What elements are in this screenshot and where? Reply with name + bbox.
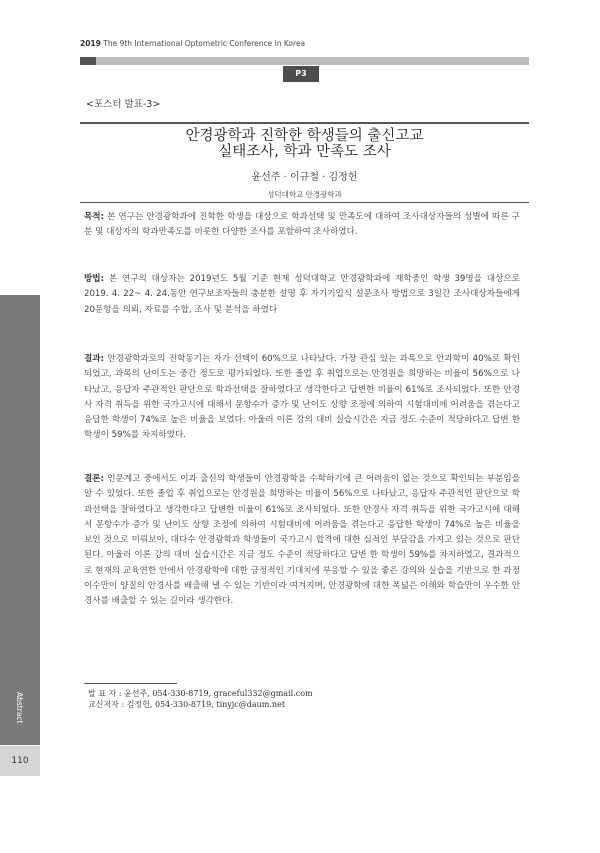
header-year: 2019 [80, 39, 101, 48]
result-section [84, 352, 520, 444]
affiliation: 성덕대학교 안경광학과 [267, 190, 342, 199]
side-tab-label: Abstract [15, 692, 24, 724]
conclusion-section [84, 472, 520, 610]
footnote-rule [84, 683, 177, 684]
authors: 윤선주 · 이규철 · 김정헌 [251, 172, 358, 183]
conclusion-label: 결론: [84, 474, 105, 484]
poster-label: <포스터 발표-3> [86, 99, 161, 110]
footnote [88, 688, 313, 710]
result-label: 결과: [84, 354, 105, 364]
header-conference: The 9th International Optometric Conference in Korea [103, 39, 306, 48]
objective-section [84, 210, 520, 241]
conclusion-text: 인문계고 중에서도 이과 출신의 학생들이 안경광학을 수학하기에 큰 어려움이 없는 것으로 확인되는 부분임을 알 수 있었다. 또한 졸업 후 취업으로는 안경원을 희망하는 비율이 56%으로 나타났고, 응답자 주관적인 판단으로 학과선택을 잘하였다고 생각한다고 답변한 비율이 61%로 조사되었다. 또한 안경사 자격 취득을 위한 국가고시에 대해서 문항수가 증가 및 난이도 상향 조정에 의하여 시험대비에 어려움을 겪는다고 응답한 학생이 74%로 높은 비율을 보인 것으로 미뤄보아, 대다수 안경광학과 학생들이 국가고시 합격에 대한 심적인 부담감을 가지고 있는 것으로 판단된다. 아울러 이론 강의 대비 실습시간은 지금 정도 수준이 적당하다고 답변 한 학생이 59%를 차지하였고, 결과적으로 현재의 교육연한 안에서 안경광학에 대한 긍정적인 기대치에 부응할 수 있을 좋은 강의와 실습을 기반으로 한 과정이수만이 양질의 안경사를 배출해 낼 수 있는 기반이라 여겨지며, 안경광학에 대한 폭넓은 이해와 학습만이 우수한 안경사를 배출할 수 있는 길이라 생각한다. [84, 474, 520, 607]
objective-text: 본 연구는 안경광학과에 진학한 학생을 대상으로 학과선택 및 만족도에 대하여 조사대상자들의 성별에 따른 구분 및 대상자의 학과만족도를 비롯한 다양한 조사를 포함하여 조사하였다. [84, 212, 520, 238]
running-header [80, 39, 305, 48]
header-rule-accent [80, 57, 96, 65]
objective-label: 목적: [84, 212, 105, 222]
method-label: 방법: [84, 274, 105, 284]
footnote-corresponding: 교신저자 : 김정헌, 054-330-8719, tinyjc@daum.net [88, 700, 286, 709]
method-text: 본 연구의 대상자는 2019년도 5월 기준 현재 성덕대학교 안경광학과에 재학중인 학생 39명을 대상으로 2019. 4. 22~ 4. 24.동안 연구보조자들의 충분한 설명 후 자기기입식 설문조사 방법으로 3일간 조사대상자들에게 20문항을 의뢰, 자료를 수합, 조사 및 분석을 하였다 [84, 274, 520, 315]
title-line-1: 안경광학과 진학한 학생들의 출신고교 [185, 128, 424, 144]
footnote-presenter: 발 표 자 : 윤선주, 054-330-8719, graceful332@gmail.com [88, 689, 313, 698]
method-section [84, 272, 520, 318]
title-line-2: 실태조사, 학과 만족도 조사 [218, 144, 391, 160]
title-block [80, 122, 529, 203]
result-text: 안경광학과로의 진학동기는 자가 선택이 60%으로 나타났다. 가장 관심 있는 과목으로 안과학이 40%로 확인 되었고, 과목의 난이도는 중간 정도로 평가되었다. 또한 졸업 후 취업으로는 안경원을 희망하는 비율이 56%으로 나타났고, 응답자 주관적인 판단으로 학과선택을 잘하였다고 생각한다고 답변한 비율이 61%로 조사되었다. 또한 안경사 자격 취득을 위한 국가고시에 대해서 문항수가 증가 및 난이도 상향 조정에 의하여 시험대비에 어려움을 겪는다고 응답한 학생이 74%로 높은 비율을 보였다. 아울러 이론 강의 대비 실습시간은 지금 정도 수준이 적당하다고 답변 한 학생이 59%를 차지하였다. [84, 354, 520, 441]
page-number: 110 [11, 756, 29, 766]
side-tab [0, 295, 40, 745]
header-rule [80, 57, 529, 65]
poster-number-badge: P3 [283, 66, 319, 82]
